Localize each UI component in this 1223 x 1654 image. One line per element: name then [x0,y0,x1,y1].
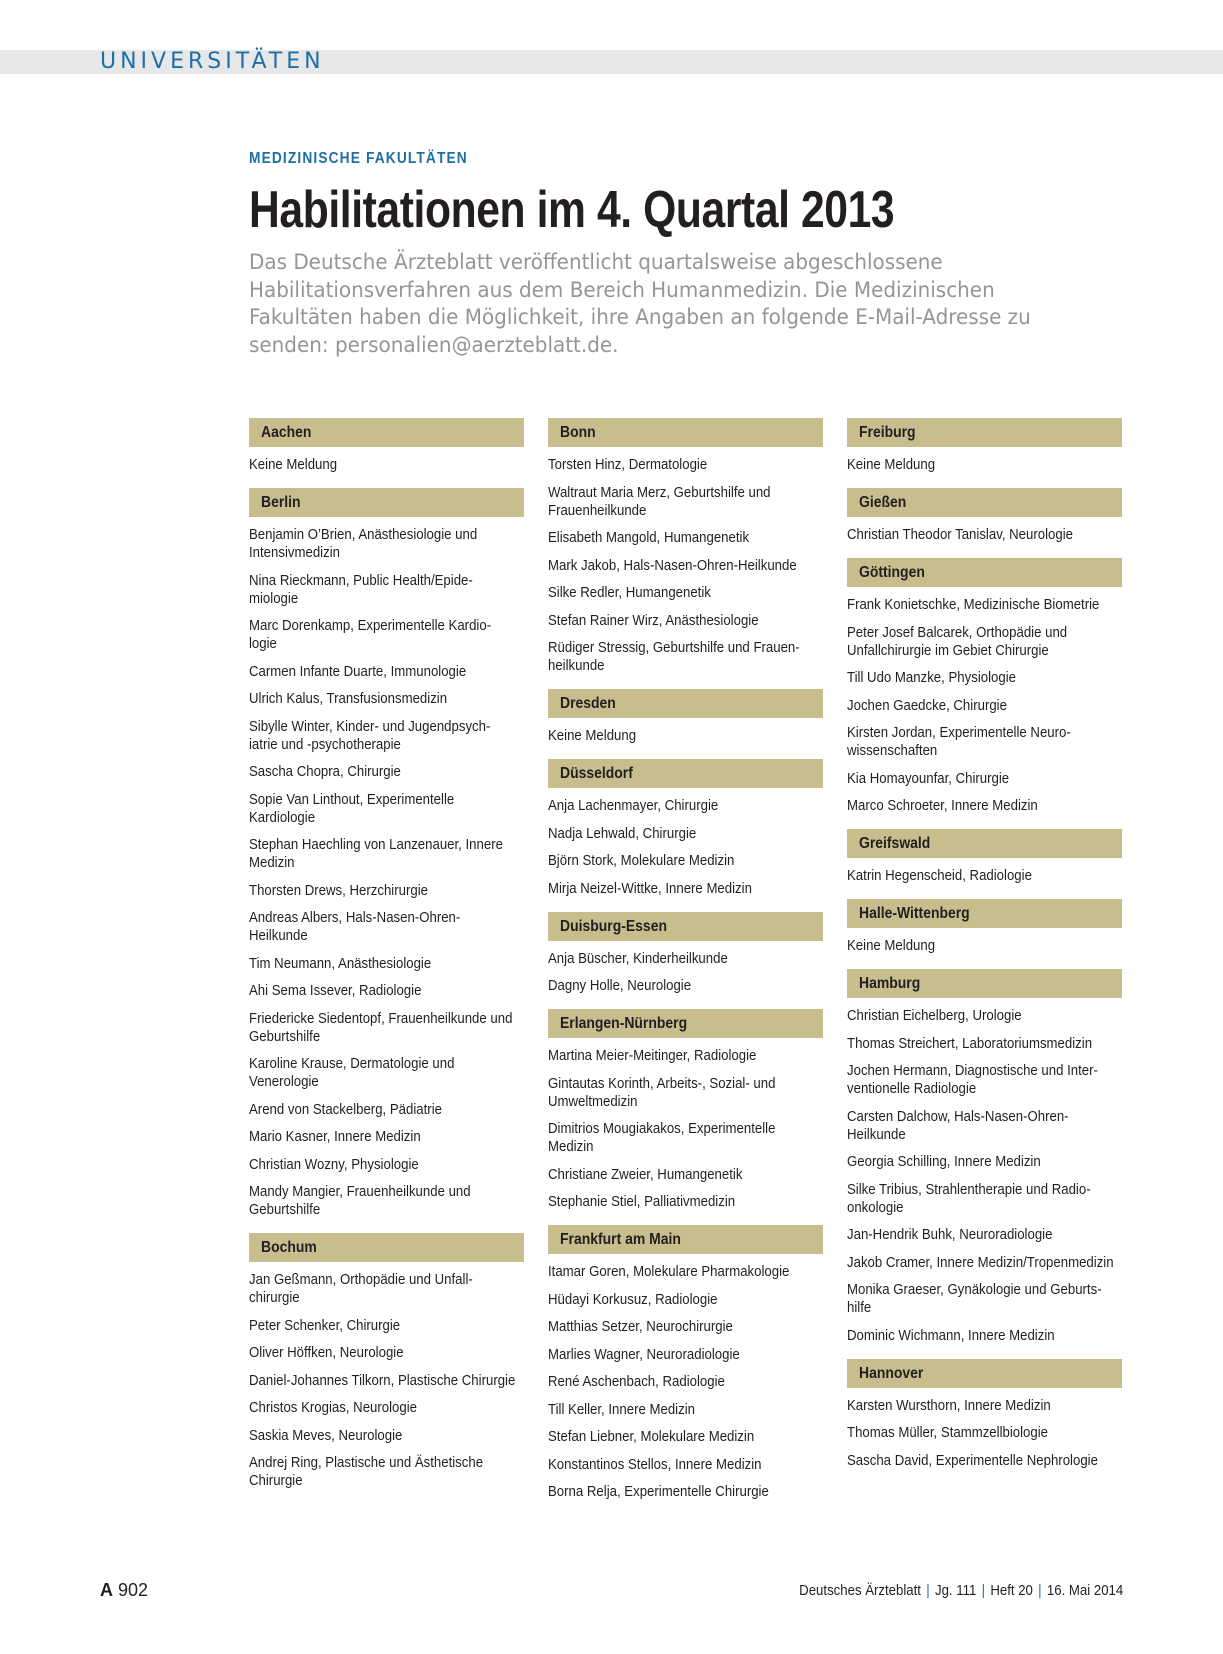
habilitation-entry: Jochen Gaedcke, Chirurgie [847,696,1007,714]
habilitation-entry: Monika Graeser, Gynäkologie und Geburts-hilfe [847,1281,1102,1316]
habilitation-entry: René Aschenbach, Radiologie [548,1373,725,1390]
habilitation-entry: Till Udo Manzke, Physiologie [847,669,1016,686]
habilitation-entry: Andrej Ring, Plastische und Ästhetische Chirurgie [249,1454,484,1489]
faculty-section [548,759,823,898]
habilitation-entry: Katrin Hegenscheid, Radiologie [847,867,1032,884]
habilitation-entry: Keine Meldung [548,727,637,744]
faculty-heading [847,899,1122,928]
habilitation-entry: Mirja Neizel-Wittke, Innere Medizin [548,879,752,897]
habilitation-entry: Jakob Cramer, Innere Medizin/Tropenmedizin [847,1253,1114,1271]
habilitation-entry: Georgia Schilling, Innere Medizin [847,1153,1041,1170]
habilitation-entry: Gintautas Korinth, Arbeits-, Sozial- und Umweltmedizin [548,1074,776,1110]
habilitation-entry: Sopie Van Linthout, Experimentelle Kardiologie [249,790,455,826]
habilitation-entry: Itamar Goren, Molekulare Pharmakologie [548,1263,790,1280]
faculty-name: Bonn [560,424,596,441]
faculty-name: Düsseldorf [560,765,633,782]
habilitation-entry: Marco Schroeter, Innere Medizin [847,797,1038,814]
habilitation-entry: Konstantinos Stellos, Innere Medizin [548,1455,762,1473]
habilitation-entry: Matthias Setzer, Neurochirurgie [548,1318,733,1335]
faculty-section [548,418,823,675]
habilitation-entry: Andreas Albers, Hals-Nasen-Ohren-Heilkunde [249,909,461,944]
habilitation-entry: Keine Meldung [249,456,338,473]
faculty-name: Greifswald [859,835,931,852]
faculty-heading [847,488,1122,517]
column-3 [847,418,1122,1484]
faculty-name: Gießen [859,494,907,511]
page-number [100,1580,148,1601]
habilitation-entry: Thomas Streichert, Laboratoriumsmedizin [847,1034,1093,1052]
faculty-heading [847,418,1122,447]
faculty-heading [548,689,823,718]
faculty-heading [548,1225,823,1254]
faculty-section [548,1009,823,1211]
habilitation-entry: Borna Relja, Experimentelle Chirurgie [548,1483,769,1500]
journal-footer: Deutsches Ärzteblatt | Jg. 111 | Heft 20 | 16. Mai 2014 [798,1582,1123,1599]
habilitation-entry: Tim Neumann, Anästhesiologie [249,954,432,972]
habilitation-entry: Marlies Wagner, Neuroradiologie [548,1345,740,1363]
habilitation-entry: Dominic Wichmann, Innere Medizin [847,1326,1055,1344]
habilitation-entry: Kia Homayounfar, Chirurgie [847,769,1010,787]
habilitation-entry: Thomas Müller, Stammzellbiologie [847,1424,1049,1441]
journal-issue: Heft 20 [990,1582,1033,1599]
habilitation-entry: Mario Kasner, Innere Medizin [249,1128,421,1145]
habilitation-entry: Christos Krogias, Neurologie [249,1399,418,1416]
habilitation-entry: Thorsten Drews, Herzchirurgie [249,881,428,899]
habilitation-entry: Anja Büscher, Kinderheilkunde [548,949,728,967]
habilitation-entry: Till Keller, Innere Medizin [548,1400,695,1418]
faculty-name: Bochum [261,1239,317,1256]
habilitation-entry: Christian Eichelberg, Urologie [847,1007,1022,1024]
faculty-section [548,1225,823,1501]
page-prefix: A [100,1580,113,1600]
faculty-name: Duisburg-Essen [560,917,667,935]
article-kicker: MEDIZINISCHE FAKULTÄTEN [249,150,468,167]
faculty-section [548,912,823,996]
faculty-name: Halle-Wittenberg [859,905,970,922]
habilitation-entry: Christiane Zweier, Humangenetik [548,1165,743,1183]
faculty-name: Frankfurt am Main [560,1231,681,1248]
faculty-section [847,418,1122,474]
habilitation-entry: Daniel-Johannes Tilkorn, Plastische Chirurgie [249,1371,516,1389]
habilitation-entry: Waltraut Maria Merz, Geburtshilfe und Frauenheilkunde [548,483,771,519]
habilitation-entry: Jochen Hermann, Diagnostische und Inter-ventionelle Radiologie [847,1062,1098,1097]
faculty-heading [249,418,524,447]
habilitation-entry: Stephanie Stiel, Palliativmedizin [548,1193,736,1210]
habilitation-entry: Dagny Holle, Neurologie [548,977,692,994]
column-1 [249,418,524,1504]
faculty-name: Dresden [560,695,616,712]
habilitation-entry: Jan-Hendrik Buhk, Neuroradiologie [847,1226,1053,1243]
habilitation-entry: Hüdayi Korkusuz, Radiologie [548,1290,718,1308]
habilitation-entry: Marc Dorenkamp, Experimentelle Kardio-logie [249,617,492,652]
faculty-section [847,969,1122,1345]
faculty-name: Hannover [859,1364,924,1382]
faculty-name: Freiburg [859,424,916,441]
habilitation-entry: Björn Stork, Molekulare Medizin [548,852,735,869]
section-label: UNIVERSITÄTEN [100,49,325,74]
habilitation-entry: Christian Theodor Tanislav, Neurologie [847,526,1073,543]
habilitation-entry: Keine Meldung [847,456,936,473]
faculty-heading [847,558,1122,587]
habilitation-entry: Karsten Wursthorn, Innere Medizin [847,1396,1051,1414]
journal-date: 16. Mai 2014 [1046,1582,1123,1599]
habilitation-entry: Jan Geßmann, Orthopädie und Unfall-chirurgie [249,1271,473,1306]
habilitation-entry: Benjamin O’Brien, Anästhesiologie und Intensivmedizin [249,526,478,561]
faculty-section [249,1233,524,1490]
habilitation-entry: Torsten Hinz, Dermatologie [548,456,708,473]
habilitation-entry: Stefan Liebner, Molekulare Medizin [548,1428,755,1445]
habilitation-entry: Carsten Dalchow, Hals-Nasen-Ohren-Heilkunde [847,1107,1069,1143]
faculty-name: Berlin [261,494,301,511]
faculty-heading [847,829,1122,858]
habilitation-entry: Kirsten Jordan, Experimentelle Neuro-wissenschaften [847,724,1071,759]
faculty-section [847,1359,1122,1470]
habilitation-entry: Nina Rieckmann, Public Health/Epide-miologie [249,571,473,607]
faculty-heading [548,418,823,447]
faculty-name: Göttingen [859,564,925,581]
habilitation-entry: Dimitrios Mougiakakos, Experimentelle Medizin [548,1120,776,1155]
faculty-section [847,829,1122,885]
faculty-section [847,488,1122,544]
habilitation-entry: Silke Tribius, Strahlentherapie und Radio-onkologie [847,1180,1091,1216]
faculty-heading [548,759,823,788]
habilitation-entry: Saskia Meves, Neurologie [249,1426,403,1444]
habilitation-entry: Karoline Krause, Dermatologie und Venerologie [249,1055,455,1090]
journal-volume: Jg. 111 [934,1582,977,1599]
faculty-name: Hamburg [859,975,921,992]
faculty-name: Erlangen-Nürnberg [560,1015,688,1032]
habilitation-entry: Stephan Haechling von Lanzenauer, Innere Medizin [249,836,503,871]
habilitation-entry: Sascha David, Experimentelle Nephrologie [847,1451,1098,1469]
habilitation-entry: Oliver Höffken, Neurologie [249,1344,404,1361]
faculty-section [847,558,1122,815]
habilitation-entry: Arend von Stackelberg, Pädiatrie [249,1100,442,1118]
habilitation-entry: Peter Josef Balcarek, Orthopädie und Unfallchirurgie im Gebiet Chirurgie [847,623,1068,659]
habilitation-entry: Silke Redler, Humangenetik [548,584,711,601]
habilitation-entry: Christian Wozny, Physiologie [249,1155,419,1173]
faculty-heading [249,488,524,517]
faculty-heading [249,1233,524,1262]
journal-name: Deutsches Ärzteblatt [798,1582,921,1599]
habilitation-entry: Frank Konietschke, Medizinische Biometrie [847,596,1100,613]
habilitation-entry: Nadja Lehwald, Chirurgie [548,824,697,842]
habilitation-entry: Elisabeth Mangold, Humangenetik [548,529,750,546]
habilitation-entry: Anja Lachenmayer, Chirurgie [548,797,719,814]
habilitation-entry: Martina Meier-Meitinger, Radiologie [548,1047,757,1064]
habilitation-entry: Friedericke Siedentopf, Frauenheilkunde und Geburtshilfe [249,1009,513,1045]
habilitation-entry: Rüdiger Stressig, Geburtshilfe und Frauen-heilkunde [548,639,800,674]
habilitation-entry: Carmen Infante Duarte, Immunologie [249,662,467,680]
article-title: Habilitationen im 4. Quartal 2013 [249,181,895,239]
faculty-section [249,418,524,474]
faculty-heading [847,969,1122,998]
habilitation-entry: Mark Jakob, Hals-Nasen-Ohren-Heilkunde [548,556,797,574]
faculty-section [249,488,524,1219]
habilitation-entry: Ahi Sema Issever, Radiologie [249,982,422,999]
page-number-value: 902 [118,1580,149,1600]
faculty-name: Aachen [261,424,312,441]
habilitation-entry: Ulrich Kalus, Transfusionsmedizin [249,690,448,707]
habilitation-entry: Keine Meldung [847,937,936,954]
faculty-heading [548,912,823,941]
faculty-heading [548,1009,823,1038]
column-2 [548,418,823,1515]
faculty-section [847,899,1122,955]
habilitation-entry: Mandy Mangier, Frauenheilkunde und Geburtshilfe [249,1183,471,1218]
habilitation-entry: Sibylle Winter, Kinder- und Jugendpsych-iatrie und -psychotherapie [249,717,491,753]
habilitation-entry: Stefan Rainer Wirz, Anästhesiologie [548,611,759,629]
faculty-heading [847,1359,1122,1388]
faculty-section [548,689,823,745]
habilitation-entry: Peter Schenker, Chirurgie [249,1316,401,1334]
habilitation-entry: Sascha Chopra, Chirurgie [249,763,401,780]
article-lead: Das Deutsche Ärzteblatt veröffentlicht quartalsweise abgeschlossene Habilitationsverfahren aus dem Bereich Humanmedizin. Die Medizinischen Fakultäten haben die Möglichkeit, ihre Angaben an folgende E-Mail-Adresse zu senden: personalien@aerzteblatt.de. [249,250,1031,357]
